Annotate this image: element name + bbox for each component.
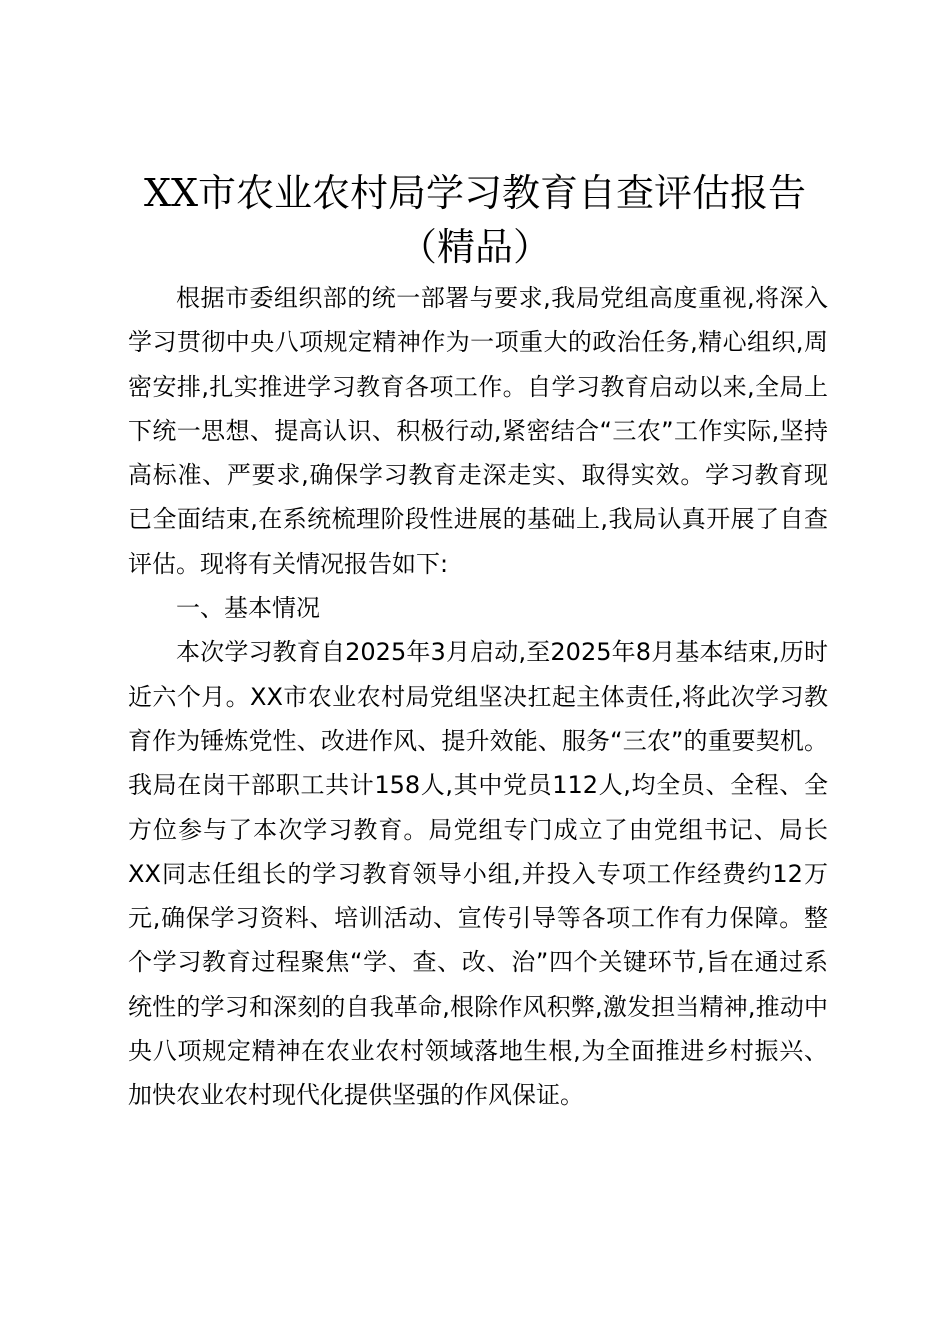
intro-paragraph: 根据市委组织部的统一部署与要求,我局党组高度重视,将深入学习贯彻中央八项规定精神作为一项重大的政治任务,精心组织,周密安排,扎实推进学习教育各项工作。自学习教育启动以来,全局上下统一思想、提高认识、积极行动,紧密结合“三农”工作实际,坚持高标准、严要求,确保学习教育走深走实、取得实效。学习教育现已全面结束,在系统梳理阶段性进展的基础上,我局认真开展了自查评估。现将有关情况报告如下: — [128, 284, 828, 578]
document-title: XX市农业农村局学习教育自查评估报告（精品） — [143, 171, 807, 269]
section-heading-basic-situation: 一、基本情况 — [176, 594, 320, 623]
basic-situation-paragraph: 本次学习教育自2025年3月启动,至2025年8月基本结束,历时近六个月。XX市农业农村局党组坚决扛起主体责任,将此次学习教育作为锤炼党性、改进作风、提升效能、服务“三农”的重要契机。我局在岗干部职工共计158人,其中党员112人,均全员、全程、全方位参与了本次学习教育。局党组专门成立了由党组书记、局长XX同志任组长的学习教育领导小组,并投入专项工作经费约12万元,确保学习资料、培训活动、宣传引导等各项工作有力保障。整个学习教育过程聚焦“学、查、改、治”四个关键环节,旨在通过系统性的学习和深刻的自我革命,根除作风积弊,激发担当精神,推动中央八项规定精神在农业农村领域落地生根,为全面推进乡村振兴、加快农业农村现代化提供坚强的作风保证。 — [128, 638, 828, 1110]
document-body — [128, 276, 828, 1118]
